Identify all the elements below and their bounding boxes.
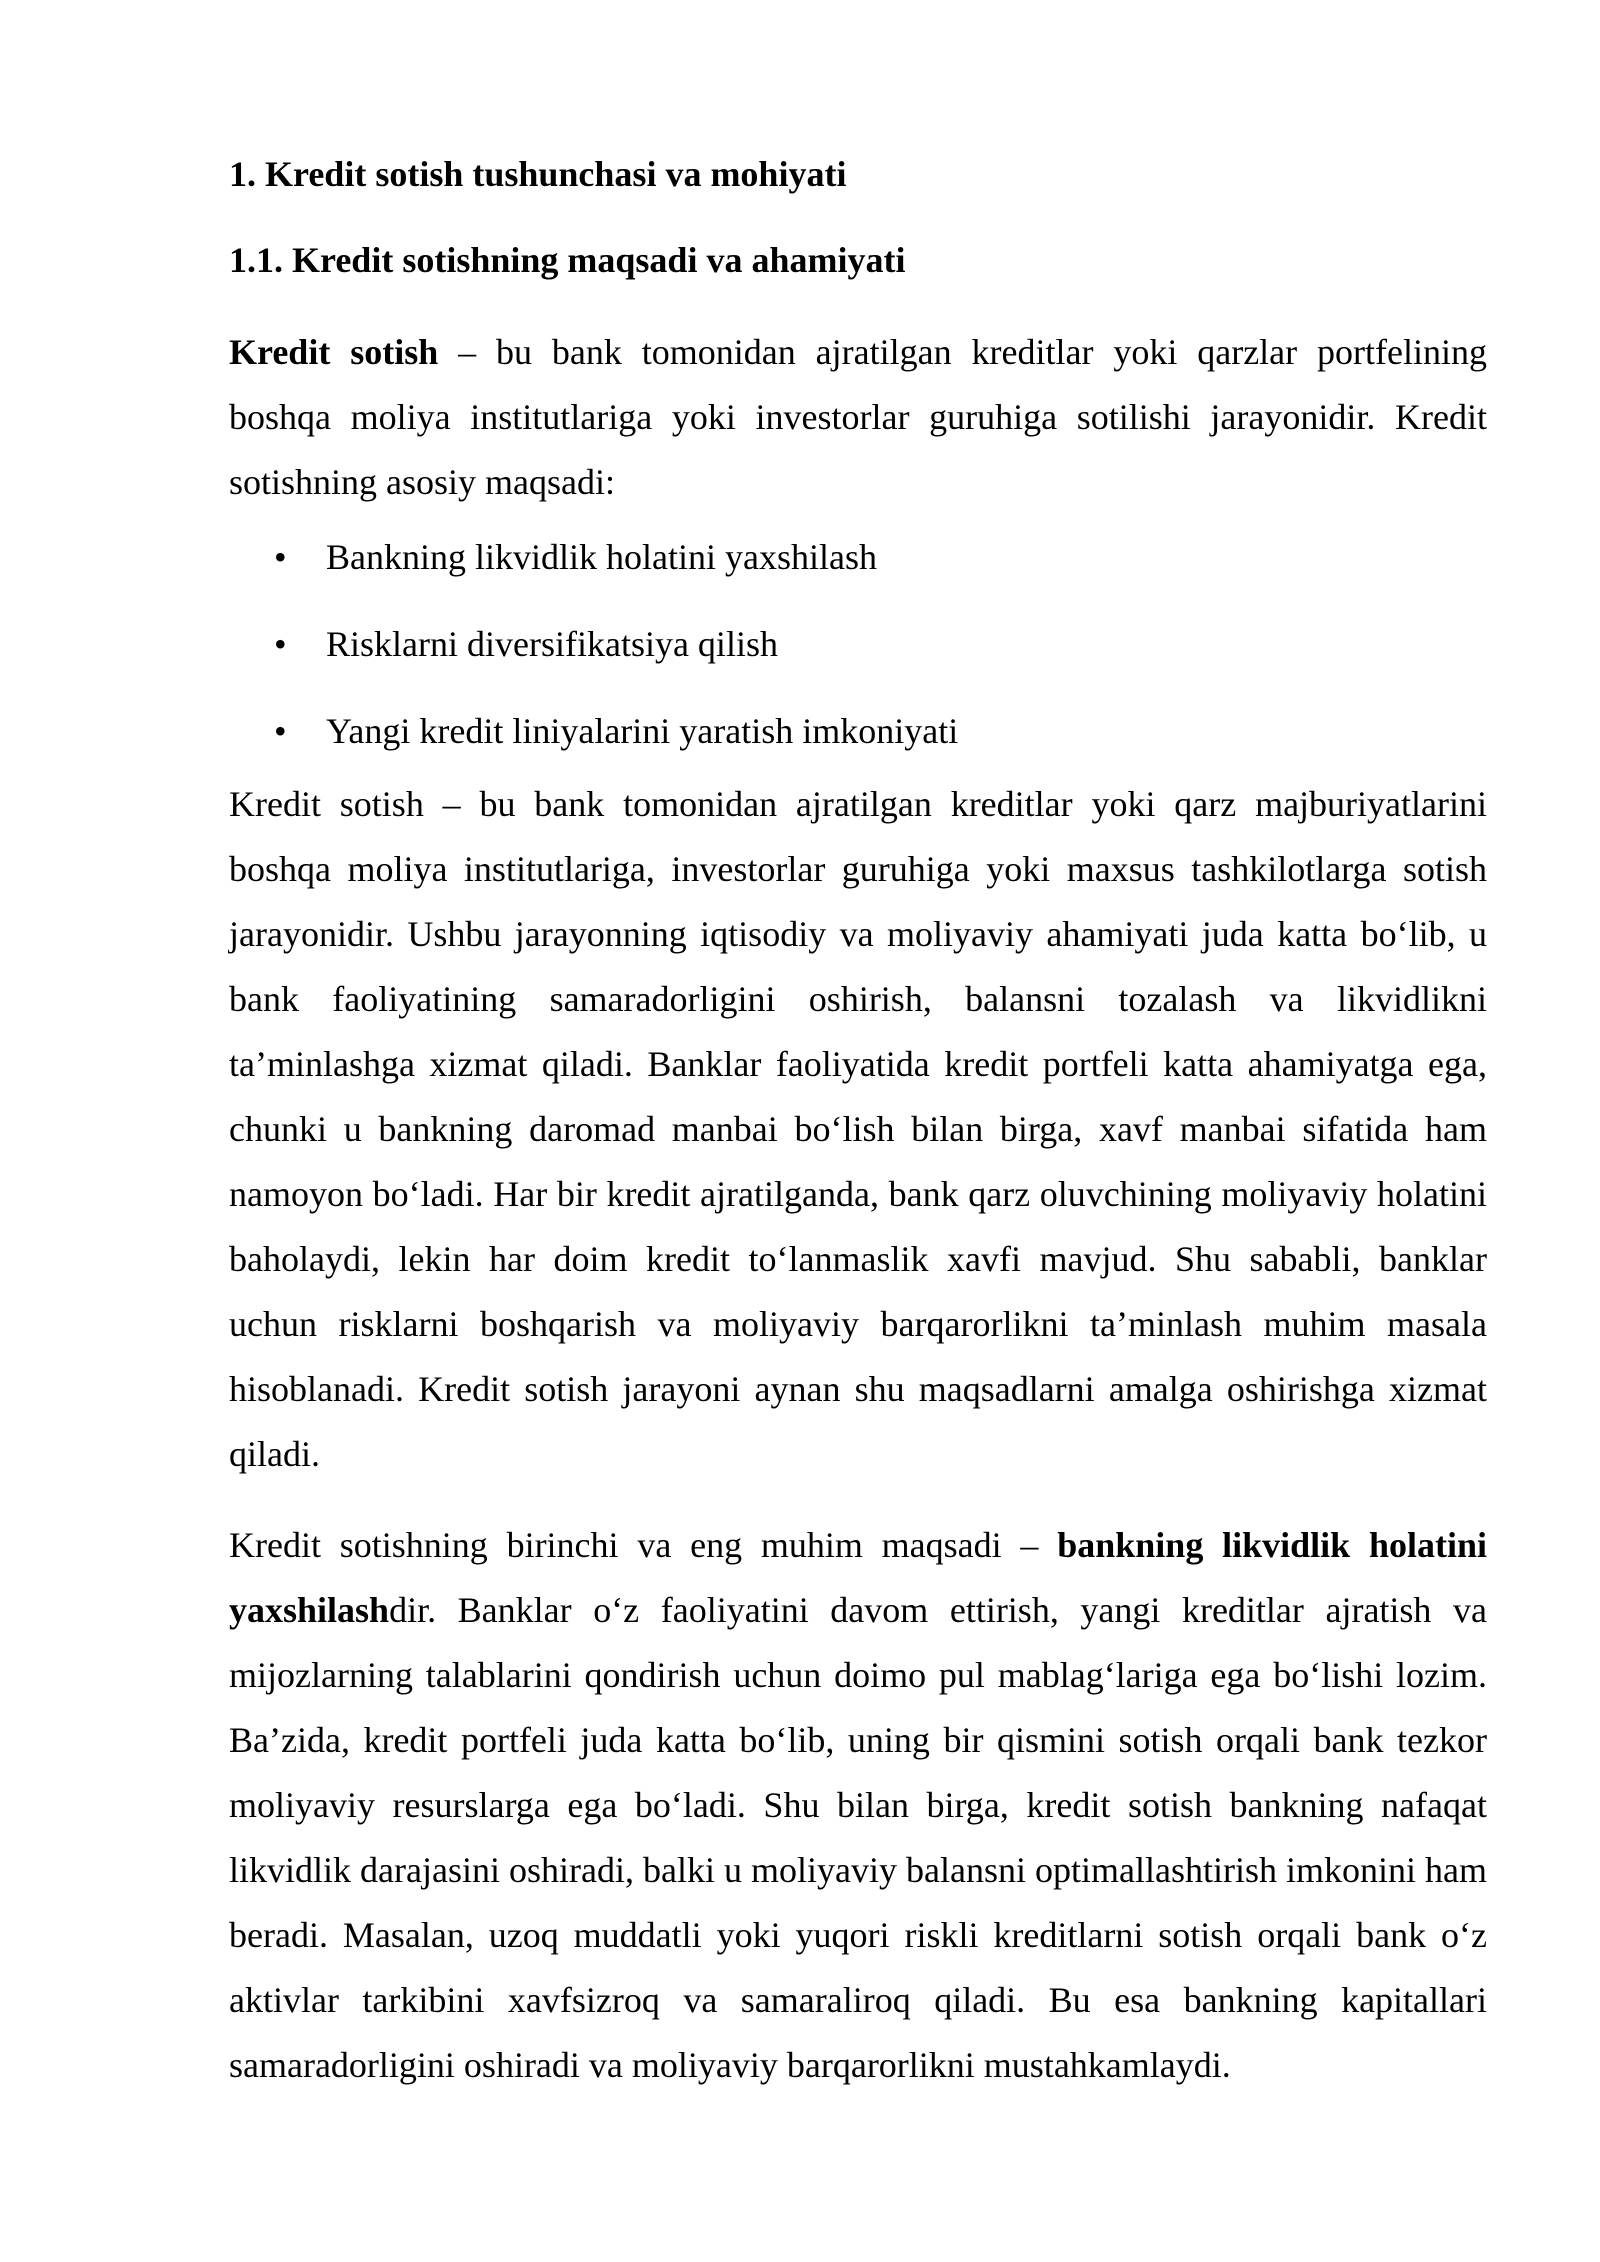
list-item-text: Bankning likvidlik holatini yaxshilash xyxy=(326,537,877,577)
list-item xyxy=(229,705,1487,757)
goals-list xyxy=(229,531,1487,757)
paragraph-definition xyxy=(229,320,1487,515)
bullet-icon: • xyxy=(274,537,287,577)
section-heading: 1. Kredit sotish tushunchasi va mohiyati xyxy=(229,154,847,194)
paragraph-liquidity xyxy=(229,1513,1487,2098)
definition-term: Kredit sotish xyxy=(229,332,439,372)
liquidity-text: dir. Banklar o‘z faoliyatini davom ettirish, yangi kreditlar ajratish va mijozlarning talablarini qondirish uchun doimo pul mablag‘lariga ega bo‘lishi lozim. Ba’zida, kredit portfeli juda katta bo‘lib, uning bir qismini sotish orqali bank tezkor moliyaviy resurslarga ega bo‘ladi. Shu bilan birga, kredit sotish bankning nafaqat likvidlik darajasini oshiradi, balki u moliyaviy balansni optimallashtirish imkonini ham beradi. Masalan, uzoq muddatli yoki yuqori riskli kreditlarni sotish orqali bank o‘z aktivlar tarkibini xavfsizroq va samaraliroq qiladi. Bu esa bankning kapitallari samaradorligini oshiradi va moliyaviy barqarorlikni mustahkamlaydi. xyxy=(229,1590,1487,2085)
bullet-icon: • xyxy=(274,711,287,751)
document-body xyxy=(229,148,1487,2098)
definition-text: – bu bank tomonidan ajratilgan kreditlar yoki qarzlar portfelining boshqa moliya institutlariga yoki investorlar guruhiga sotilishi jarayonidir. Kredit sotishning asosiy maqsadi: xyxy=(229,332,1487,502)
list-item xyxy=(229,531,1487,583)
list-item-text: Yangi kredit liniyalarini yaratish imkoniyati xyxy=(326,711,959,751)
liquidity-emphasis: bankning likvidlik holatini yaxshilash xyxy=(229,1525,1487,1630)
paragraph-explanation: Kredit sotish – bu bank tomonidan ajratilgan kreditlar yoki qarz majburiyatlarini boshqa moliya institutlariga, investorlar guruhiga yoki maxsus tashkilotlarga sotish jarayonidir. Ushbu jarayonning iqtisodiy va moliyaviy ahamiyati juda katta bo‘lib, u bank faoliyatining samaradorligini oshirish, balansni tozalash va likvidlikni ta’minlashga xizmat qiladi. Banklar faoliyatida kredit portfeli katta ahamiyatga ega, chunki u bankning daromad manbai bo‘lish bilan birga, xavf manbai sifatida ham namoyon bo‘ladi. Har bir kredit ajratilganda, bank qarz oluvchining moliyaviy holatini baholaydi, lekin har doim kredit to‘lanmaslik xavfi mavjud. Shu sababli, banklar uchun risklarni boshqarish va moliyaviy barqarorlikni ta’minlash muhim masala hisoblanadi. Kredit sotish jarayoni aynan shu maqsadlarni amalga oshirishga xizmat qiladi. xyxy=(229,784,1487,1474)
bullet-icon: • xyxy=(274,624,287,664)
list-item-text: Risklarni diversifikatsiya qilish xyxy=(326,624,778,664)
list-item xyxy=(229,618,1487,670)
subsection-heading: 1.1. Kredit sotishning maqsadi va ahamiyati xyxy=(229,240,906,280)
liquidity-intro: Kredit sotishning birinchi va eng muhim maqsadi – xyxy=(229,1525,1058,1565)
